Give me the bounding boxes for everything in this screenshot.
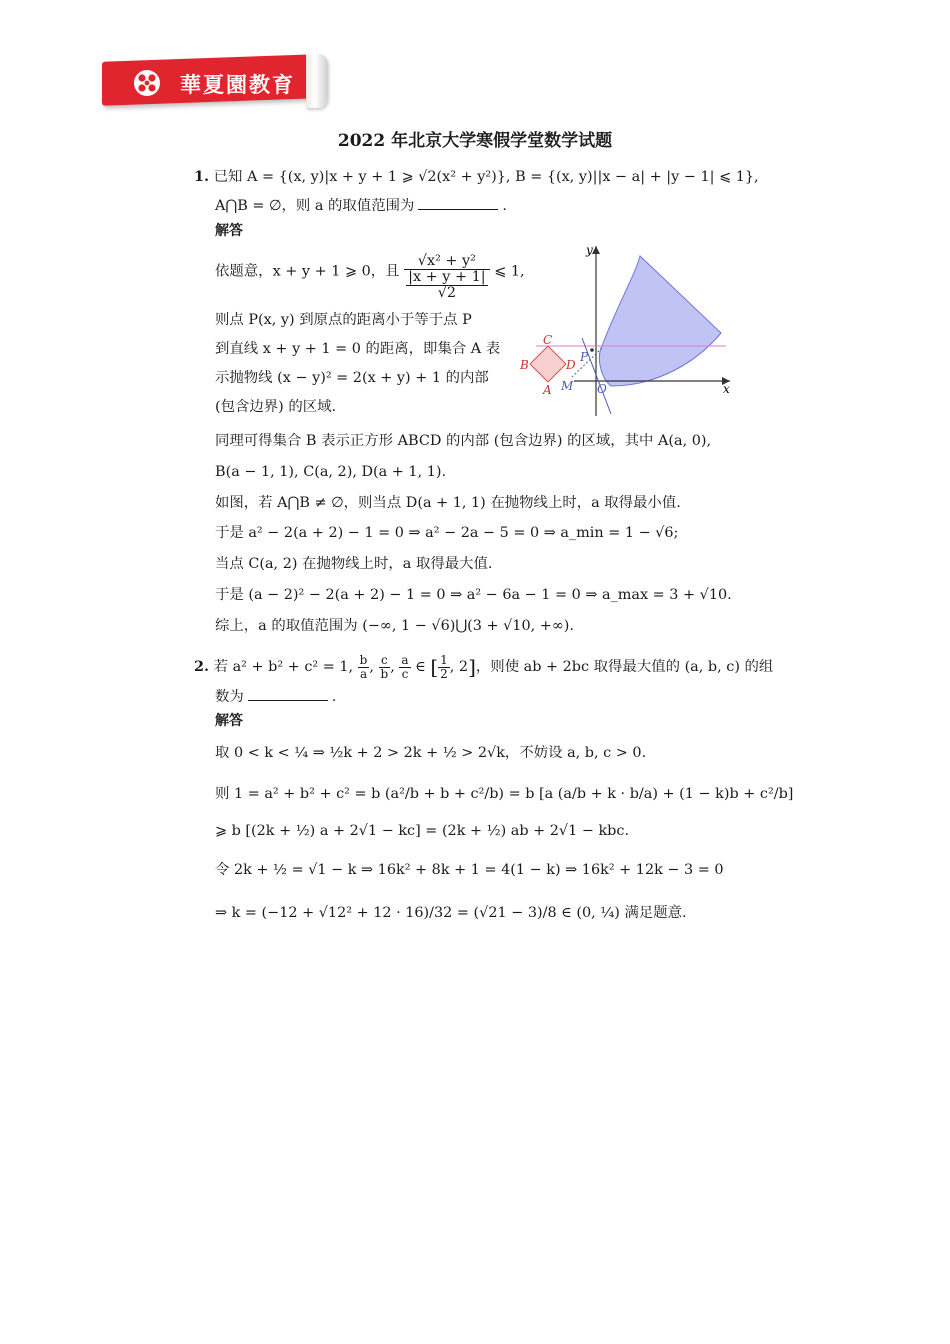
label-m: M — [561, 379, 574, 393]
q1-figure — [516, 238, 738, 420]
q2-interval-num: 1 — [440, 653, 448, 667]
q1-number: 1. — [194, 168, 210, 185]
square-abcd — [530, 346, 566, 382]
parabola-region — [599, 256, 721, 386]
label-y: y — [586, 243, 593, 257]
q2-line-3: ⩾ b [(2k + ½) a + 2√1 − kc] = (2k + ½) ab + 2√1 − kbc. — [215, 823, 630, 839]
q1-fraction-num: √x² + y² — [404, 254, 490, 270]
q2-stem-text: 数为 — [215, 689, 244, 705]
q1-line-11: 于是 (a − 2)² − 2(a + 2) − 1 = 0 ⇒ a² − 6a − 1 = 0 ⇒ a_max = 3 + √10. — [215, 587, 732, 603]
q1-line-5: (包含边界) 的区域. — [215, 399, 337, 415]
q1-line-6: 同理可得集合 B 表示正方形 ABCD 的内部 (包含边界) 的区域，其中 A(a, 0), — [215, 433, 712, 449]
q1-line-9: 于是 a² − 2(a + 2) − 1 = 0 ⇒ a² − 2a − 5 = 0 ⇒ a_min = 1 − √6; — [215, 525, 679, 541]
label-a: A — [543, 383, 552, 397]
q1-line-1-lead: 依题意，x + y + 1 ⩾ 0，且 — [215, 263, 400, 280]
q2-interval-end: , 2 — [449, 659, 469, 676]
q1-stem-text: A⋂B = ∅，则 a 的取值范围为 — [215, 198, 415, 214]
q1-answer-label: 解答 — [215, 223, 243, 239]
q1-set-b: B = {(x, y)||x − a| + |y − 1| ⩽ 1}, — [515, 169, 759, 185]
q1-set-a: A = {(x, y)|x + y + 1 ⩾ √2(x² + y²)}, — [246, 169, 511, 185]
q1-line-1 — [215, 254, 525, 301]
q2-frac-a-c — [399, 654, 410, 680]
q1-line-4: 示抛物线 (x − y)² = 2(x + y) + 1 的内部 — [215, 370, 489, 386]
q1-line-3: 到直线 x + y + 1 = 0 的距离，即集合 A 表 — [215, 341, 501, 357]
q1-inner-fraction — [404, 270, 490, 301]
q1-inner-num: |x + y + 1| — [408, 269, 486, 286]
q1-line-2: 则点 P(x, y) 到原点的距离小于等于点 P — [215, 312, 472, 328]
q2-stem-tail: ，则使 ab + 2bc 取得最大值的 (a, b, c) 的组 — [475, 659, 774, 676]
label-x: x — [723, 382, 730, 396]
q2-frac-b-a — [358, 654, 370, 680]
logo-mark-icon — [132, 68, 162, 98]
q2-answer-label: 解答 — [215, 713, 243, 729]
q1-inner-den: √2 — [437, 285, 457, 302]
q2-frac-den: a — [359, 666, 368, 681]
q2-stem-lead: 若 a² + b² + c² = 1, — [213, 659, 354, 676]
point-p — [590, 348, 594, 352]
y-axis-arrow — [592, 246, 600, 254]
q2-interval-den: 2 — [440, 666, 448, 681]
q2-bracket-close: ] — [468, 655, 476, 680]
q1-stem — [194, 168, 759, 186]
page-title: 2022 年北京大学寒假学堂数学试题 — [337, 131, 613, 151]
q2-frac-num: c — [379, 654, 391, 668]
q2-bracket-open: [ — [430, 655, 439, 680]
q2-line-5: ⇒ k = (−12 + √12² + 12 · 16)/32 = (√21 − 3)/8 ∈ (0, ¼) 满足题意. — [215, 905, 687, 921]
q1-line-7: B(a − 1, 1), C(a, 2), D(a + 1, 1). — [215, 464, 447, 480]
q2-line-1: 取 0 < k < ¼ ⇒ ½k + 2 > 2k + ½ > 2√k，不妨设 a, b, c > 0. — [215, 745, 647, 761]
q2-stem: 2. 若 a² + b² + c² = 1, $\frac{b}{a}$ , $\frac{c}{b}$ , $\frac{a}{c}$ ∈ [ $\frac{1}{2}$ , 2]，则使 ab + 2bc 取得最大值的 (a, b, c) 的组 — [194, 653, 774, 681]
q1-stem-lead: 已知 — [213, 169, 243, 185]
label-c: C — [543, 333, 553, 347]
q2-in-symbol: ∈ — [415, 659, 426, 676]
q2-line-4: 令 2k + ½ = √1 − k ⇒ 16k² + 8k + 1 = 4(1 − k) ⇒ 16k² + 12k − 3 = 0 — [215, 862, 724, 878]
brand-logo — [96, 54, 328, 108]
label-b: B — [520, 358, 529, 372]
q2-frac-num: a — [401, 653, 409, 667]
q1-stem-line2: A⋂B = ∅，则 a 的取值范围为 . — [215, 198, 507, 214]
q2-frac-c-b — [379, 654, 391, 680]
q2-answer-blank — [248, 699, 328, 701]
q1-answer-blank — [418, 208, 498, 210]
q1-line-10: 当点 C(a, 2) 在抛物线上时，a 取得最大值. — [215, 556, 493, 572]
label-d: D — [566, 358, 576, 372]
q2-stem-line2: 数为 . — [215, 689, 337, 705]
q2-interval-half — [438, 654, 450, 680]
logo-page-curl — [306, 54, 328, 108]
q2-frac-den: b — [380, 666, 389, 681]
logo-text: 華夏園教育 — [180, 73, 295, 97]
q1-line-12: 综上，a 的取值范围为 (−∞, 1 − √6)⋃(3 + √10, +∞). — [215, 618, 575, 634]
label-o: O — [597, 382, 607, 396]
q1-line-8: 如图，若 A⋂B ≠ ∅，则当点 D(a + 1, 1) 在抛物线上时，a 取得最小值. — [215, 495, 681, 511]
q2-frac-num: b — [359, 653, 368, 667]
label-p: P — [580, 350, 589, 364]
q1-distance-fraction — [404, 254, 490, 301]
q2-line-2: 则 1 = a² + b² + c² = b (a²/b + b + c²/b) = b [a (a/b + k · b/a) + (1 − k)b + c²/b] — [215, 786, 794, 802]
q1-line-1-tail: ⩽ 1, — [494, 263, 525, 280]
q2-frac-den: c — [401, 666, 409, 681]
q2-number: 2. — [194, 658, 210, 676]
